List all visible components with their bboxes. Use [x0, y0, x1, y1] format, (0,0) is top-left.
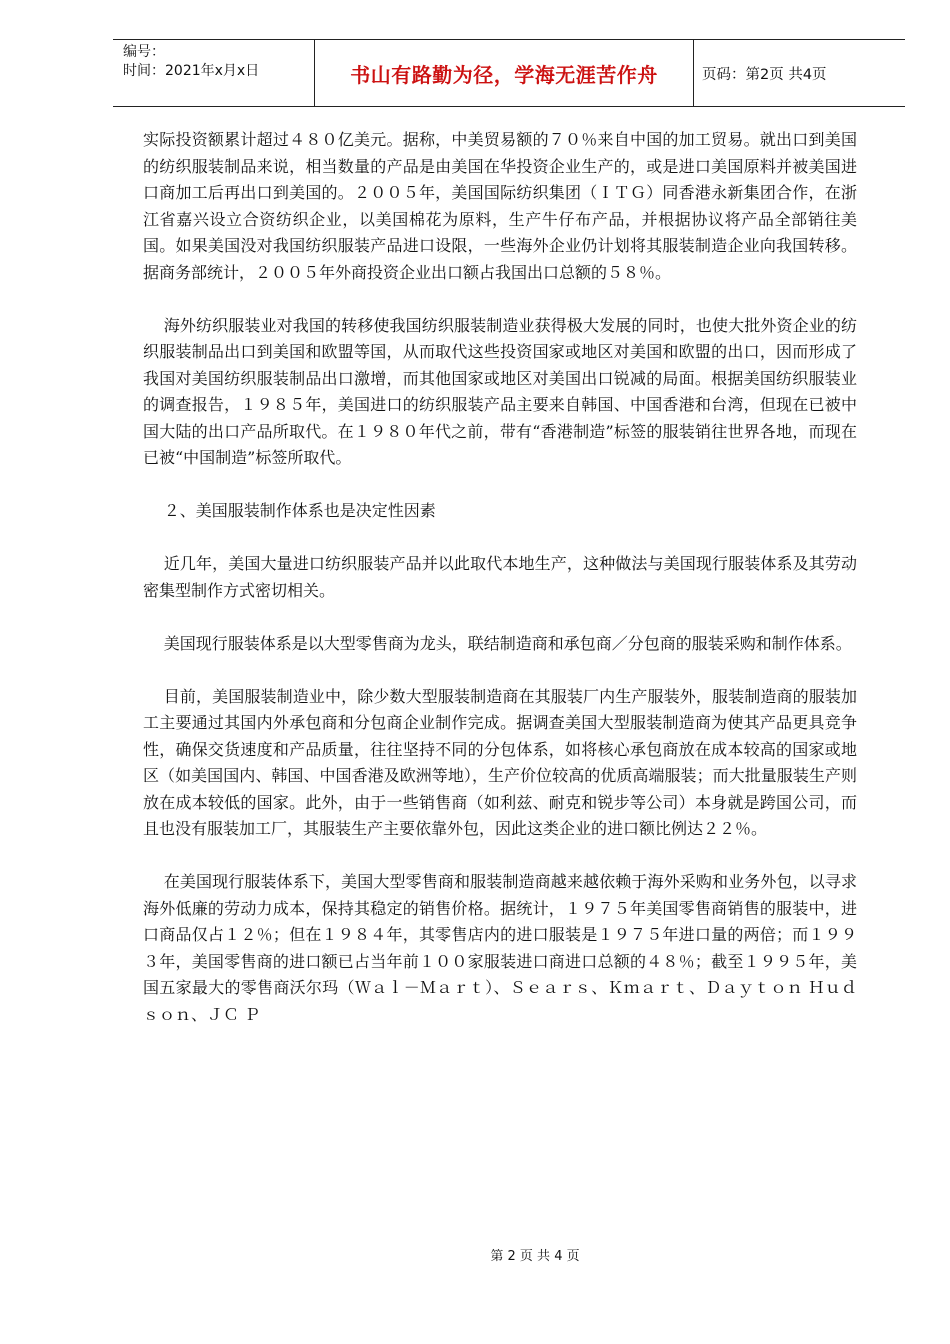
paragraph-2: 海外纺织服装业对我国的转移使我国纺织服装制造业获得极大发展的同时，也使大批外资企业的纺织服装制品出口到美国和欧盟等国，从而取代这些投资国家或地区对美国和欧盟的出口，因而形成了我国对美国纺织服装制品出口激增，而其他国家或地区对美国出口锐减的局面。根据美国纺织服装业的调查报告，１９８５年，美国进口的纺织服装产品主要来自韩国、中国香港和台湾，但现在已被中国大陆的出口产品所取代。在１９８０年代之前，带有“香港制造”标签的服装销往世界各地，而现在已被“中国制造”标签所取代。: [143, 315, 857, 467]
page-header: [113, 39, 905, 107]
header-page-info: 页码：第2页 共4页: [702, 66, 827, 83]
header-motto: 书山有路勤为径，学海无涯苦作舟: [315, 40, 694, 106]
header-meta: [113, 40, 315, 106]
paragraph-4: 美国现行服装体系是以大型零售商为龙头，联结制造商和承包商／分包商的服装采购和制作体系。: [163, 633, 852, 653]
time-label: 时间：2021年x月x日: [123, 63, 260, 79]
code-label: 编号：: [123, 44, 165, 60]
section-heading: ２、美国服装制作体系也是决定性因素: [163, 501, 436, 520]
paragraph-6: 在美国现行服装体系下，美国大型零售商和服装制造商越来越依赖于海外采购和业务外包，以寻求海外低廉的劳动力成本，保持其稳定的销售价格。据统计，１９７５年美国零售商销售的服装中，进口商品仅占１２％；但在１９８４年，其零售店内的进口服装是１９７５年进口量的两倍；而１９９３年，美国零售商的进口额已占当年前１００家服装进口商进口总额的４８％；截至１９９５年，美国五家最大的零售商沃尔玛（Ｗａｌ－Ｍａｒｔ）、Ｓｅａｒｓ、Ｋｍａｒｔ、Ｄａｙｔｏｎ Ｈｕｄｓｏｎ、ＪＣ Ｐ: [143, 872, 857, 1024]
document-body: [143, 127, 857, 1055]
page-footer: 第 2 页 共 4 页: [490, 1249, 580, 1264]
paragraph-5: 目前，美国服装制造业中，除少数大型服装制造商在其服装厂内生产服装外，服装制造商的服装加工主要通过其国内外承包商和分包商企业制作完成。据调查美国大型服装制造商为使其产品更具竞争性，确保交货速度和产品质量，往往坚持不同的分包体系，如将核心承包商放在成本较高的国家或地区（如美国国内、韩国、中国香港及欧洲等地），生产价位较高的优质高端服装；而大批量服装生产则放在成本较低的国家。此外，由于一些销售商（如利兹、耐克和锐步等公司）本身就是跨国公司，而且也没有服装加工厂，其服装生产主要依靠外包，因此这类企业的进口额比例达２２％。: [143, 686, 857, 838]
paragraph-1: 实际投资额累计超过４８０亿美元。据称，中美贸易额的７０％来自中国的加工贸易。就出口到美国的纺织服装制品来说，相当数量的产品是由美国在华投资企业生产的，或是进口美国原料并被美国进口商加工后再出口到美国的。２００５年，美国国际纺织集团（ＩＴＧ）同香港永新集团合作，在浙江省嘉兴设立合资纺织企业，以美国棉花为原料，生产牛仔布产品，并根据协议将产品全部销往美国。如果美国没对我国纺织服装产品进口设限，一些海外企业仍计划将其服装制造企业向我国转移。据商务部统计，２００５年外商投资企业出口额占我国出口总额的５８％。: [143, 130, 857, 282]
paragraph-3: 近几年，美国大量进口纺织服装产品并以此取代本地生产，这种做法与美国现行服装体系及其劳动密集型制作方式密切相关。: [143, 554, 857, 600]
